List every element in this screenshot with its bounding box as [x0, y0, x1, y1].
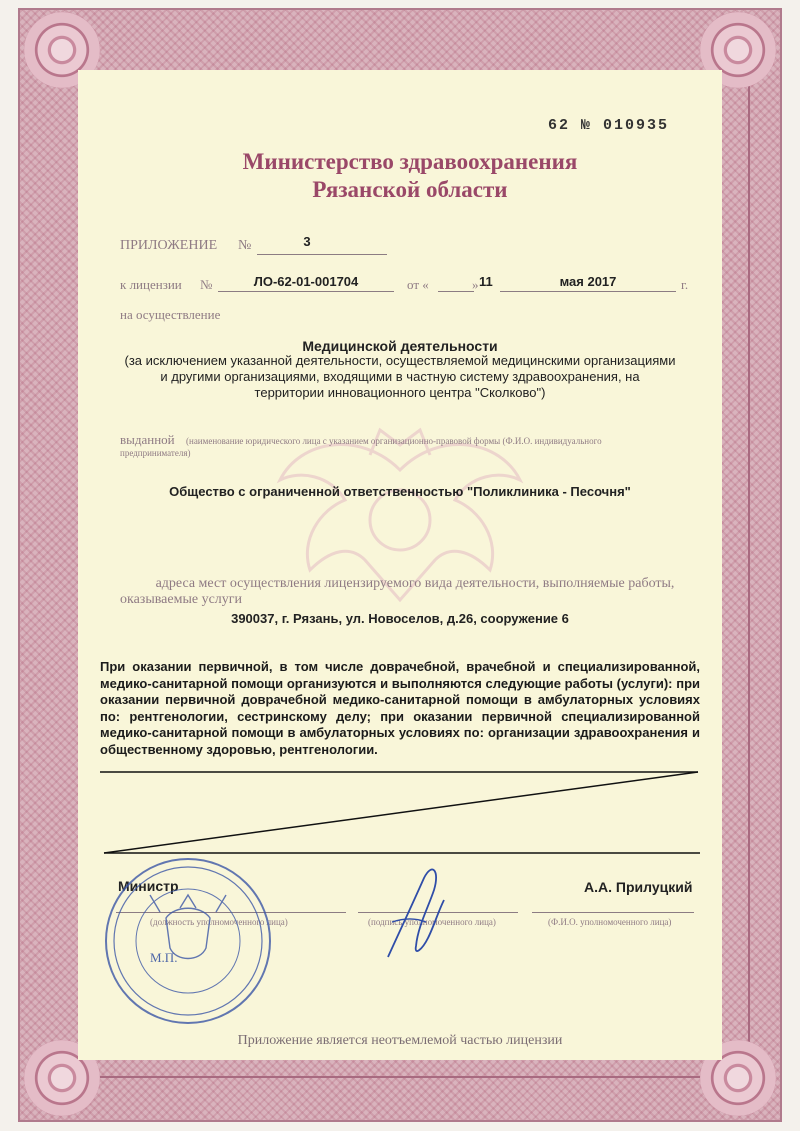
services-description: При оказании первичной, в том числе доврачебной, врачебной и специализированной, медико-санитарной помощи организуются и выполняются следующие работы (услуги): при оказании первичной доврачебной медико-санитарной помощи в амбулаторных условиях по: рентгенологии, сестринскому делу; при оказании первичной специализированной медико-санитарной помощи в амбулаторных условиях по: организации здравоохранения и общественному здоровью, рентгенологии.: [100, 659, 700, 757]
signatory-position: Министр: [118, 878, 179, 894]
addresses-label-line1: адреса мест осуществления лицензируемого вида деятельности, выполняемые работы,: [155, 576, 675, 591]
license-day: 11: [479, 274, 493, 289]
ministry-title-line1: Министерство здравоохранения: [242, 149, 578, 174]
activity-note-line2: и другими организациями, входящими в частную систему здравоохранения, на: [160, 369, 640, 384]
caption-signature: (подпись уполномоченного лица): [368, 917, 496, 927]
address-value: 390037, г. Рязань, ул. Новоселов, д.26, сооружение 6: [231, 611, 569, 626]
issued-hint-line1: (наименование юридического лица с указанием организационно-правовой формы (Ф.И.О. индивидуального: [186, 436, 602, 446]
activity-title: Медицинской деятельности: [302, 338, 498, 354]
license-day-close: »: [472, 277, 479, 292]
license-month-year: мая 2017: [559, 274, 617, 289]
license-year-suffix: г.: [681, 277, 689, 292]
form-serial-number: 62 № 010935: [548, 117, 670, 134]
signatory-name: А.А. Прилуцкий: [584, 879, 693, 895]
stamp-mark: М.П.: [150, 950, 178, 965]
activity-note-line1: (за исключением указанной деятельности, осуществляемой медицинскими организациями: [124, 353, 676, 368]
issued-label: выданной: [120, 432, 175, 447]
issued-organization-name: Общество с ограниченной ответственностью "Поликлиника - Песочня": [169, 484, 631, 499]
issued-hint-line2: предпринимателя): [120, 448, 191, 458]
caption-position: (должность уполномоченного лица): [150, 917, 288, 927]
license-no-sign: №: [200, 277, 213, 292]
appendix-no-sign: №: [238, 238, 252, 253]
caption-name: (Ф.И.О. уполномоченного лица): [548, 917, 672, 927]
activity-label: на осуществление: [120, 307, 221, 322]
appendix-label: ПРИЛОЖЕНИЕ: [120, 238, 218, 253]
license-number: ЛО-62-01-001704: [253, 274, 359, 289]
license-prefix: к лицензии: [120, 277, 182, 292]
footer-note: Приложение является неотъемлемой частью лицензии: [237, 1033, 563, 1048]
activity-note-line3: территории инновационного центра "Сколково"): [254, 385, 546, 400]
license-from-label: от «: [407, 277, 429, 292]
addresses-label-line2: оказываемые услуги: [120, 592, 243, 607]
appendix-number: 3: [303, 234, 311, 249]
ministry-title-line2: Рязанской области: [312, 177, 508, 202]
